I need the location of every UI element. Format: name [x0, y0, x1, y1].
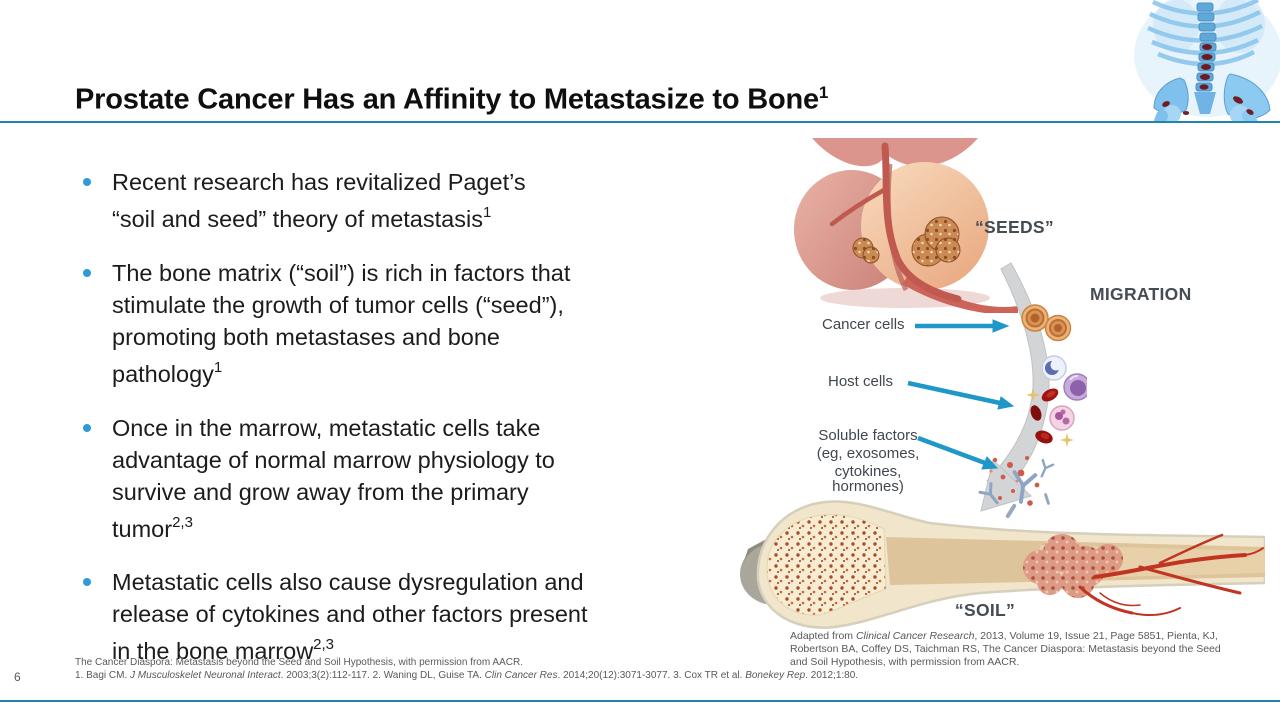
bullet-line: advantage of normal marrow physiology to — [112, 446, 555, 473]
bullet-line: release of cytokines and other factors present — [112, 601, 588, 628]
page-title-text: Prostate Cancer Has an Affinity to Metastasize to Bone — [75, 84, 819, 117]
skeleton-xray-image — [1128, 0, 1280, 121]
bullet-line: promoting both metastases and bone — [112, 323, 501, 350]
caption-line: and Soil Hypothesis, with permission from AACR. — [790, 656, 1020, 669]
bullet-superscript: 1 — [213, 358, 223, 376]
reference-segment: Bonekey Rep — [745, 670, 806, 681]
bullet-item — [75, 257, 695, 390]
reference-segment: J Musculoskelet Neuronal Interact — [130, 670, 281, 681]
page-title — [75, 83, 828, 117]
bullet-icon — [83, 269, 91, 277]
bullet-line: Metastatic cells also cause dysregulation and — [112, 569, 584, 596]
bullet-line-text: “soil and seed” theory of metastasis — [112, 205, 483, 232]
references-line — [75, 669, 858, 682]
page-number: 6 — [14, 670, 21, 684]
caption-line: Robertson BA, Coffey DS, Taichman RS, The Cancer Diaspora: Metastasis beyond the Seed — [790, 643, 1221, 656]
bullet-line: Recent research has revitalized Paget’s — [112, 169, 526, 195]
soluble-factors-label — [798, 428, 938, 494]
bullet-line: Once in the marrow, metastatic cells take — [112, 414, 541, 441]
bullet-line-text: tumor — [112, 515, 173, 542]
page-title-superscript: 1 — [818, 83, 829, 103]
reference-segment: 1. Bagi CM. — [75, 670, 131, 681]
diagram-caption — [790, 630, 1260, 670]
bullet-icon — [83, 578, 91, 586]
bullet-item — [75, 566, 695, 667]
bullet-line: survive and grow away from the primary — [112, 478, 529, 505]
host-cells-label: Host cells — [828, 373, 894, 390]
soil-label: “SOIL” — [954, 600, 1016, 620]
bullet-icon — [83, 178, 91, 186]
footnotes — [75, 656, 858, 682]
bullet-line: stimulate the growth of tumor cells (“seed”), — [112, 291, 564, 318]
bullet-superscript: 2,3 — [172, 513, 193, 531]
caption-journal: Clinical Cancer Research — [855, 630, 975, 642]
soluble-factors-line: cytokines, hormones) — [832, 463, 904, 495]
migration-label: MIGRATION — [1090, 284, 1192, 304]
bullet-line-text: in the bone marrow — [112, 638, 314, 665]
soluble-factors-line: (eg, exosomes, — [816, 445, 920, 462]
reference-segment: . 2003;3(2):112-117. 2. Waning DL, Guise TA. — [280, 670, 485, 681]
bullet-line — [112, 198, 695, 235]
bullet-list — [75, 166, 695, 689]
bullet-item — [75, 166, 695, 235]
bullet-line: The bone matrix (“soil”) is rich in factors that — [112, 259, 571, 286]
bullet-line — [112, 353, 695, 390]
bullet-line-text: pathology — [112, 360, 214, 387]
seeds-label: “SEEDS” — [975, 217, 1054, 237]
reference-segment: Clin Cancer Res — [484, 670, 558, 681]
bottom-divider — [0, 700, 1280, 702]
soluble-factors-line: Soluble factors — [818, 427, 918, 444]
reference-segment: . 2014;20(12):3071-3077. 3. Cox TR et al. — [557, 670, 746, 681]
caption-text: , 2013, Volume 19, Issue 21, Page 5851, Pienta, KJ, — [974, 630, 1218, 642]
title-divider — [0, 121, 1280, 123]
cancer-cells-label: Cancer cells — [822, 316, 905, 333]
bullet-superscript: 2,3 — [313, 636, 335, 654]
bullet-line — [112, 508, 695, 545]
reference-segment: . 2012;1:80. — [805, 670, 859, 681]
permission-line: The Cancer Diaspora: Metastasis beyond the Seed and Soil Hypothesis, with permission from AACR. — [75, 657, 523, 668]
caption-line — [790, 630, 1260, 643]
bullet-icon — [83, 424, 91, 432]
bullet-item — [75, 412, 695, 545]
caption-text: Adapted from — [790, 630, 856, 642]
bullet-superscript: 1 — [482, 204, 492, 221]
